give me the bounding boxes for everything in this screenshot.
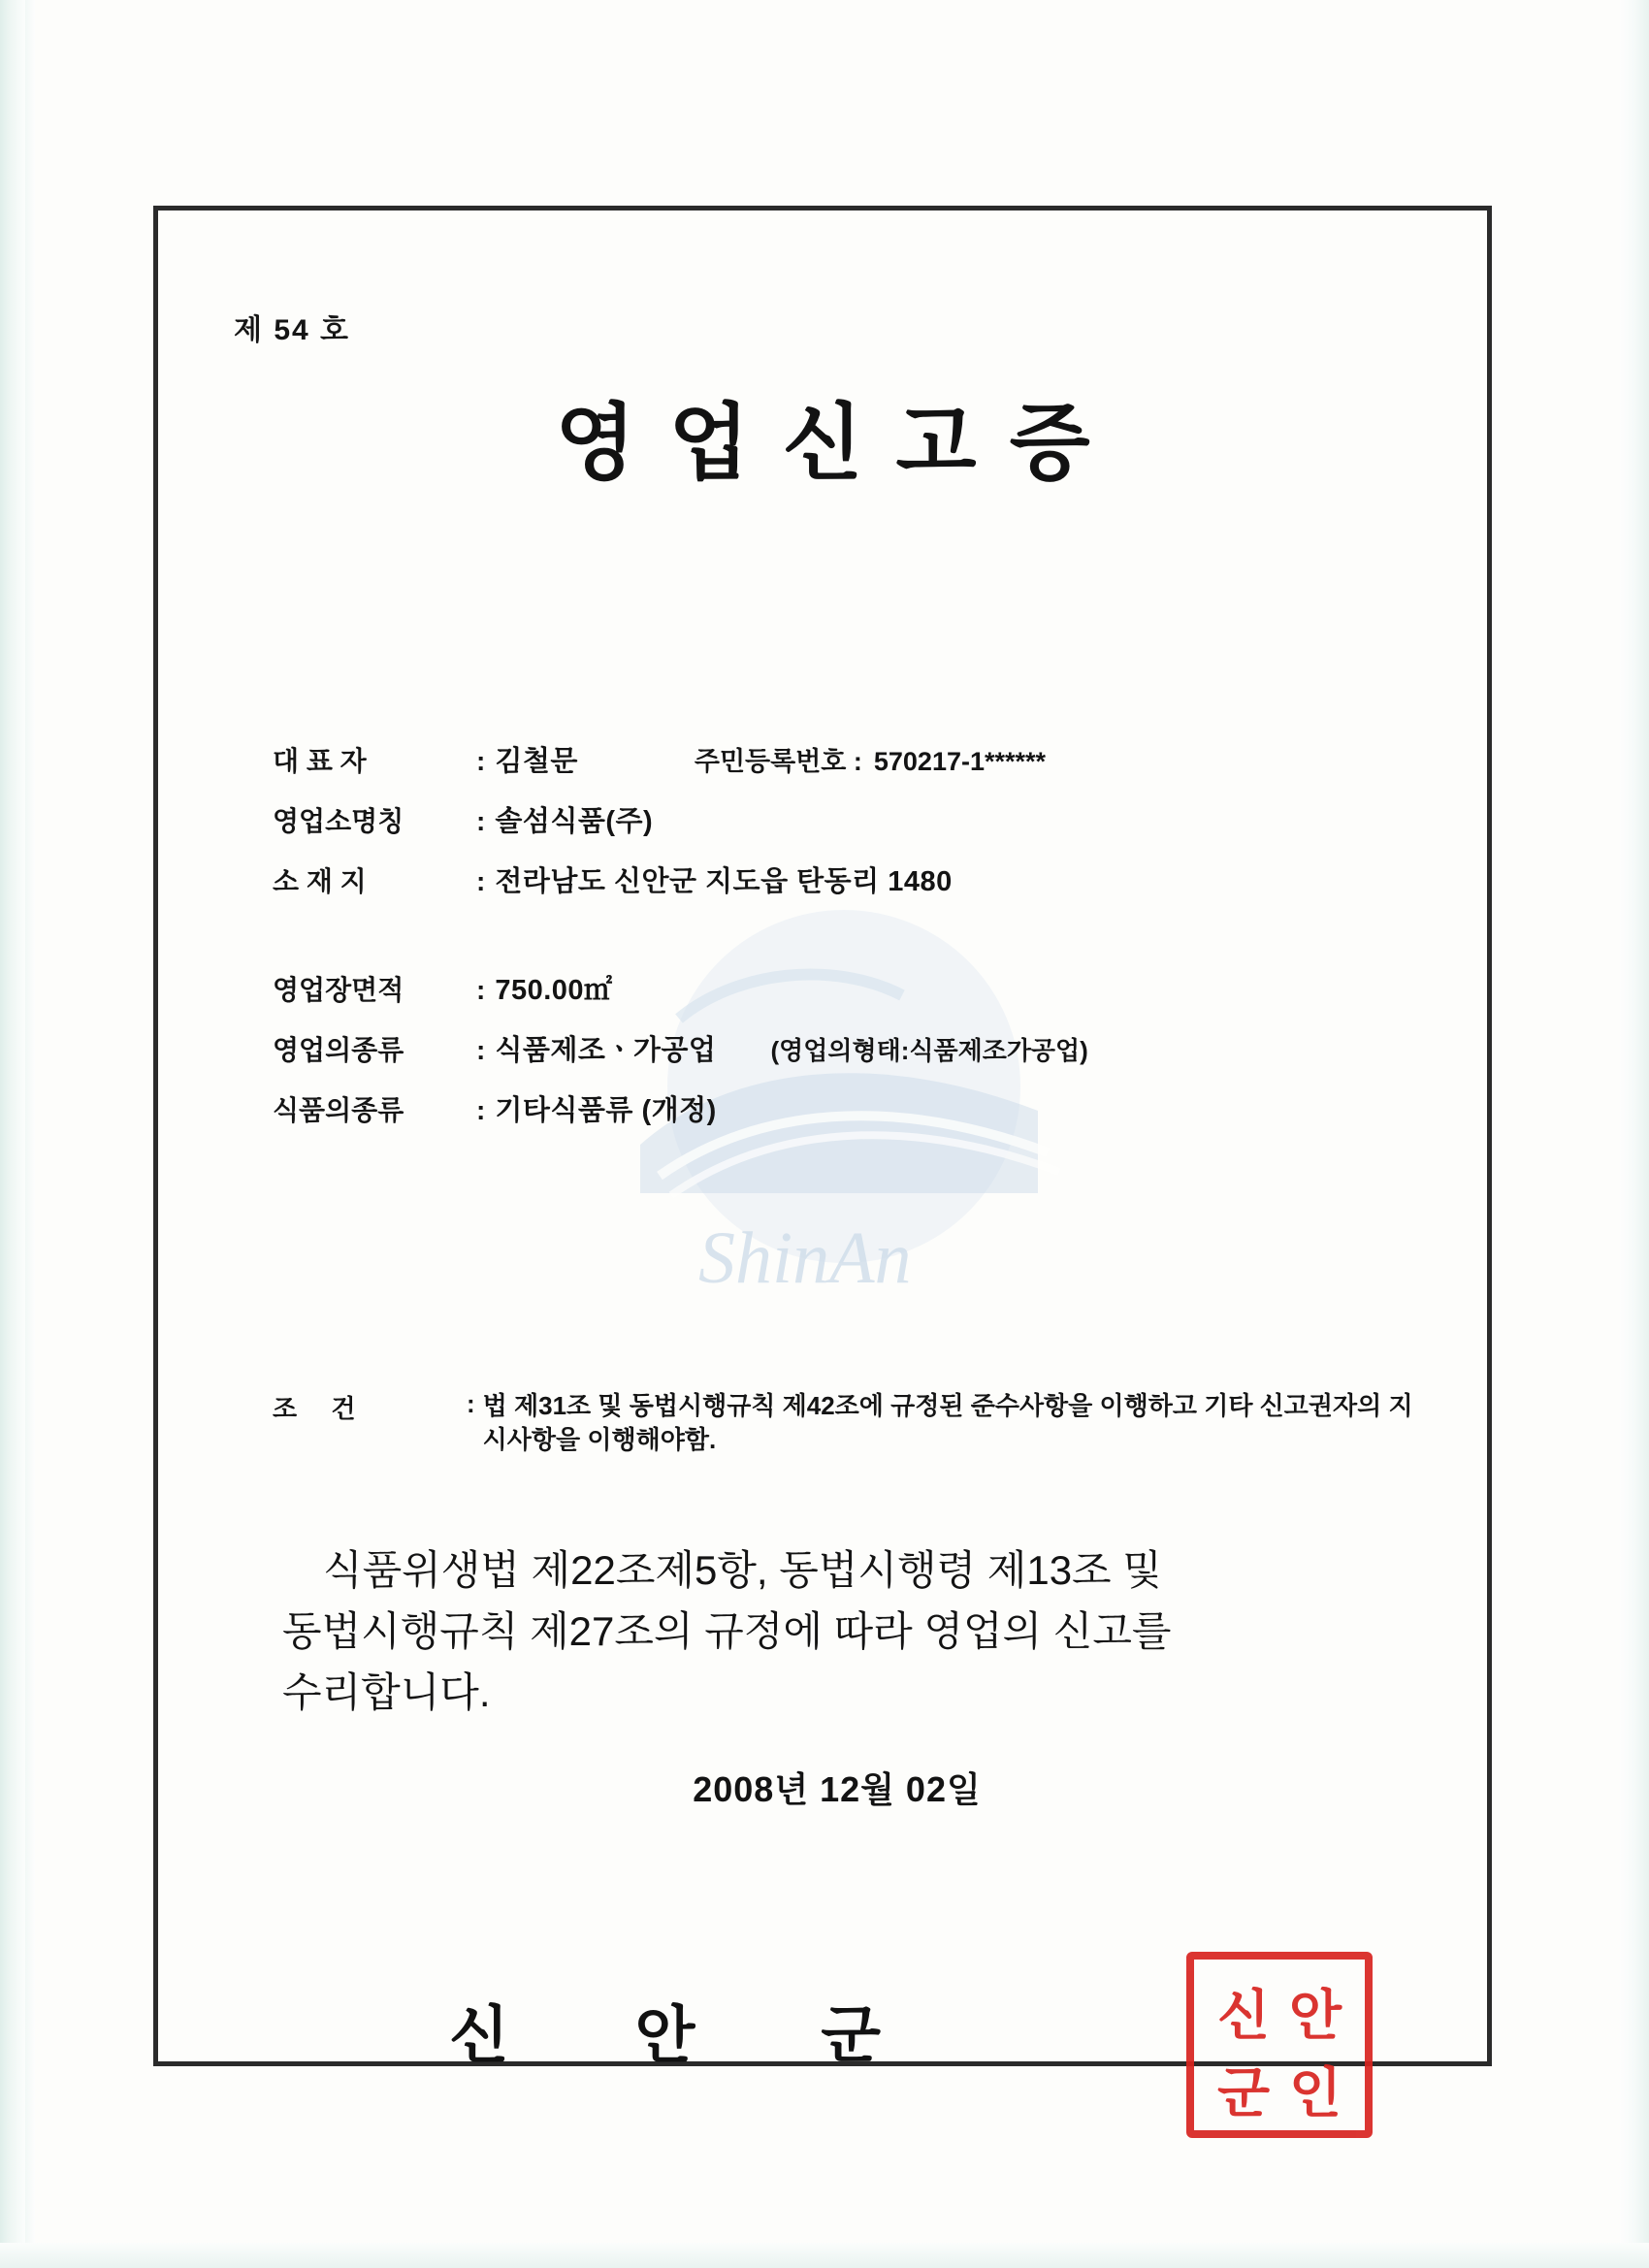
field-label: 소 재 지	[273, 866, 367, 896]
scan-edge-left-inner	[25, 0, 35, 2268]
field-value: 기타식품류 (개정)	[495, 1095, 717, 1126]
document-number: 제 54 호	[234, 314, 350, 346]
field-value: 식품제조ㆍ가공업	[495, 1035, 717, 1066]
condition-colon: :	[467, 1389, 475, 1418]
field-group-spacer	[273, 920, 1417, 968]
field-colon: :	[476, 866, 486, 896]
business-form-note: (영업의형태:식품제조가공업)	[770, 1036, 1088, 1065]
document-title: 영업신고증	[555, 397, 1123, 490]
official-seal	[1186, 1952, 1373, 2138]
field-business-type	[273, 1028, 1417, 1068]
certificate-frame	[153, 206, 1492, 2124]
resident-number-label: 주민등록번호 :	[694, 747, 862, 776]
legal-line-1: 식품위생법 제22조제5항, 동법시행령 제13조 및	[323, 1547, 1162, 1593]
svg-text:ShinAn: ShinAn	[698, 1217, 912, 1299]
scan-edge-bottom	[0, 2243, 1649, 2268]
field-business-name	[273, 799, 1417, 839]
field-colon: :	[476, 806, 486, 836]
legal-line-3: 수리합니다.	[282, 1669, 491, 1715]
field-colon: :	[476, 975, 486, 1005]
field-label: 영업장면적	[273, 975, 404, 1005]
field-value: 750.00㎡	[495, 975, 613, 1006]
condition-block	[273, 1389, 1427, 1457]
legal-paragraph	[282, 1539, 1446, 1723]
field-colon: :	[476, 1035, 486, 1065]
field-colon: :	[476, 746, 486, 776]
issuer-name: 신 안 군	[449, 2000, 936, 2070]
condition-label: 조 건	[273, 1394, 370, 1423]
field-label: 영업소명칭	[273, 806, 404, 836]
seal-glyph-3: 군	[1216, 2064, 1271, 2124]
field-area	[273, 968, 1417, 1008]
field-food-type	[273, 1088, 1417, 1128]
legal-line-2: 동법시행규칙 제27조의 규정에 따라 영업의 신고를	[282, 1608, 1172, 1654]
field-value: 김철문	[495, 746, 578, 777]
field-representative	[273, 739, 1417, 779]
seal-glyph-4: 인	[1288, 2064, 1342, 2124]
field-value: 전라남도 신안군 지도읍 탄동리 1480	[495, 866, 953, 897]
field-address	[273, 859, 1417, 899]
scan-edge-right	[1620, 0, 1649, 2268]
issue-date: 2008년 12월 02일	[693, 1769, 982, 1809]
field-label: 영업의종류	[273, 1035, 404, 1065]
field-label: 식품의종류	[273, 1095, 404, 1125]
seal-glyphs	[1208, 1973, 1351, 2124]
resident-number-value: 570217-1******	[873, 747, 1047, 776]
field-value: 솔섬식품(주)	[495, 806, 654, 837]
seal-glyph-1: 신	[1216, 1987, 1271, 2047]
scan-edge-left	[0, 0, 25, 2268]
seal-border	[1186, 1952, 1373, 2138]
condition-text: 법 제31조 및 동법시행규칙 제42조에 규정된 준수사항을 이행하고 기타 신고권자의 지시사항을 이행해야함.	[482, 1391, 1413, 1455]
field-label: 대 표 자	[273, 746, 367, 776]
seal-glyph-2: 안	[1288, 1987, 1342, 2047]
field-colon: :	[476, 1095, 486, 1125]
field-list	[273, 739, 1417, 1149]
